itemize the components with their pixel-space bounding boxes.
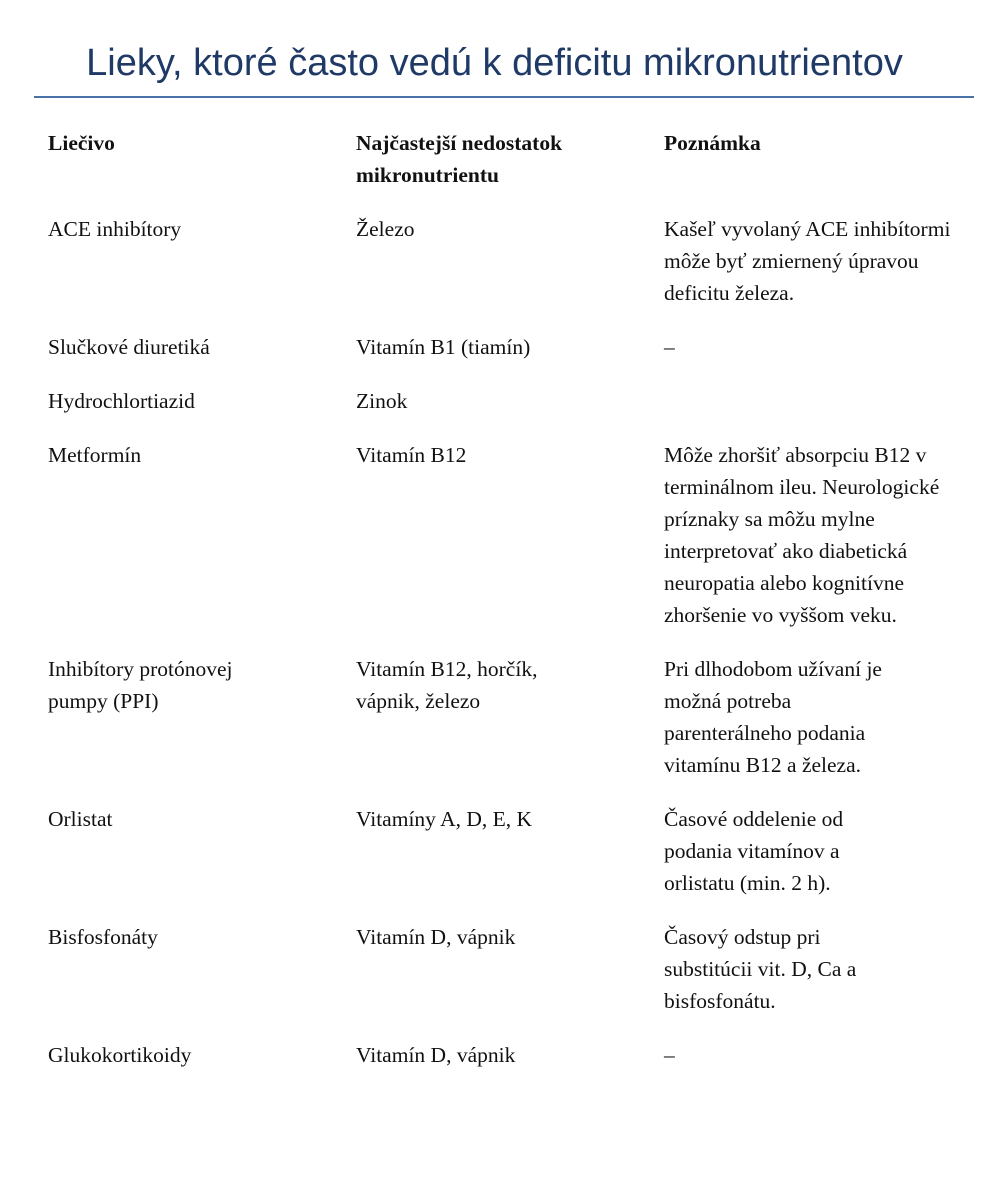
table-row (48, 1039, 968, 1093)
note-cell: Pri dlhodobom užívaní je možná potreba parenterálneho podania vitamínu B12 a železa. (664, 657, 882, 777)
table-row (48, 385, 968, 439)
note-cell: Časové oddelenie od podania vitamínov a orlistatu (min. 2 h). (664, 807, 844, 895)
note-cell: Môže zhoršiť absorpciu B12 v terminálnom ileu. Neurologické príznaky sa môžu mylne interpretovať ako diabetická neuropatia alebo kognitívne zhoršenie vo vyššom veku. (664, 443, 940, 627)
deficit-cell: Vitamín B12 (356, 443, 467, 467)
note-cell: Časový odstup pri substitúcii vit. D, Ca a bisfosfonátu. (664, 925, 857, 1013)
deficit-cell: Vitamín D, vápnik (356, 1043, 516, 1067)
deficit-cell: Vitamíny A, D, E, K (356, 807, 533, 831)
drug-cell: Metformín (48, 443, 142, 467)
medication-deficiency-table (48, 127, 968, 1093)
deficit-cell: Vitamín D, vápnik (356, 925, 516, 949)
deficit-cell: Železo (356, 217, 415, 241)
table-row (48, 331, 968, 385)
drug-cell: Slučkové diuretiká (48, 335, 210, 359)
title-divider (34, 96, 974, 98)
column-header-deficit: Najčastejší nedostatok mikronutrientu (356, 131, 563, 187)
drug-cell: Hydrochlortiazid (48, 389, 195, 413)
table-row (48, 803, 968, 921)
page-title: Lieky, ktoré často vedú k deficitu mikronutrientov (86, 42, 903, 84)
column-header-note: Poznámka (664, 131, 761, 155)
table-row (48, 921, 968, 1039)
note-cell (664, 385, 968, 439)
table-row (48, 213, 968, 331)
note-cell: Kašeľ vyvolaný ACE inhibítormi môže byť zmiernený úpravou deficitu železa. (664, 217, 951, 305)
deficit-cell: Zinok (356, 389, 408, 413)
table-row (48, 439, 968, 653)
drug-cell: Inhibítory protónovej pumpy (PPI) (48, 657, 233, 713)
note-cell: – (664, 1043, 675, 1067)
table-row (48, 653, 968, 803)
drug-cell: ACE inhibítory (48, 217, 182, 241)
table-header-row (48, 127, 968, 213)
column-header-drug: Liečivo (48, 131, 115, 155)
drug-cell: Bisfosfonáty (48, 925, 158, 949)
drug-cell: Glukokortikoidy (48, 1043, 192, 1067)
deficit-cell: Vitamín B1 (tiamín) (356, 335, 531, 359)
deficit-cell: Vitamín B12, horčík, vápnik, železo (356, 657, 538, 713)
drug-cell: Orlistat (48, 807, 113, 831)
note-cell: – (664, 335, 675, 359)
